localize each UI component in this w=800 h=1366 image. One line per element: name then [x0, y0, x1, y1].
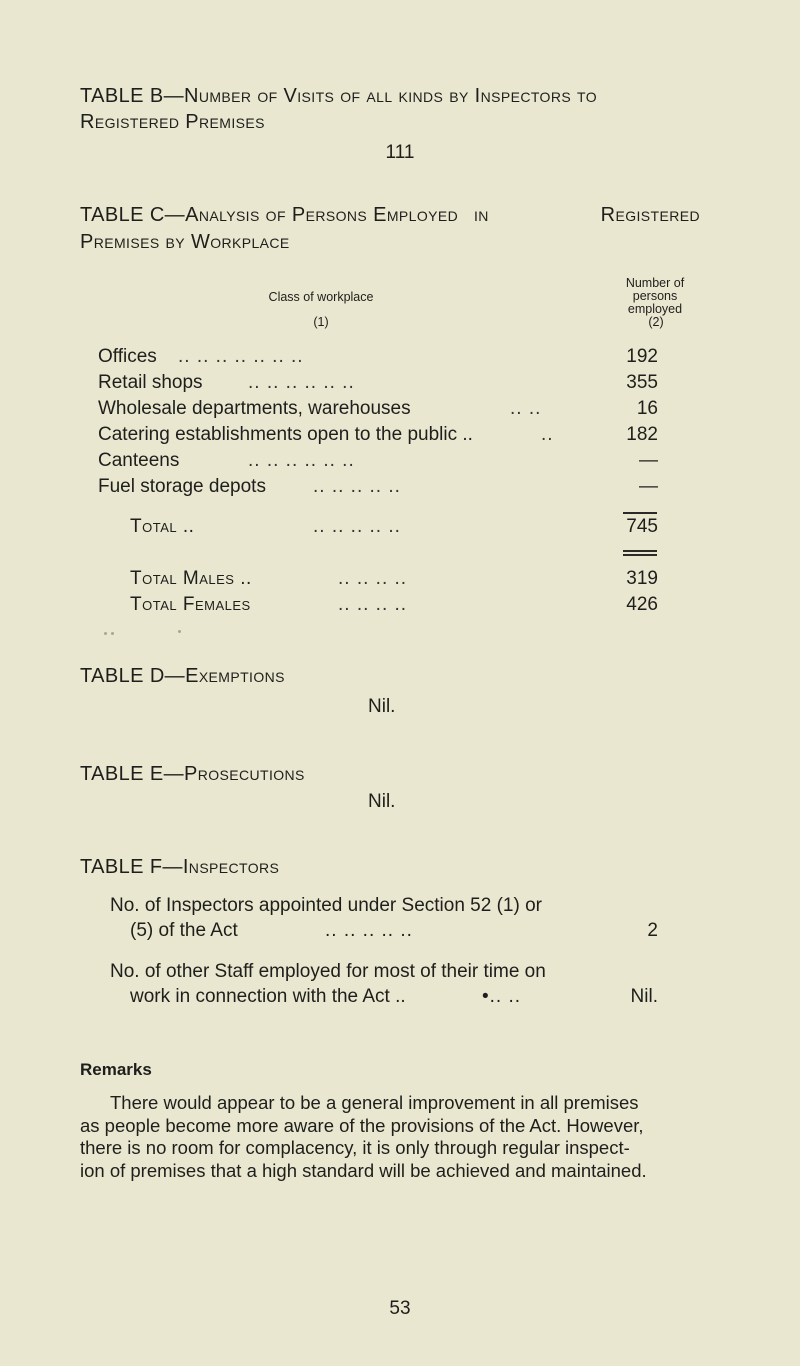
row-value: — [639, 476, 658, 497]
column-header-number-line2: persons [632, 289, 678, 303]
table-d-title: TABLE D—Exemptions [80, 665, 285, 687]
remarks-line: there is no room for complacency, it is only through regular inspect- [80, 1137, 630, 1158]
row-label: Wholesale departments, warehouses [98, 398, 411, 419]
table-row-fuel-storage [98, 475, 658, 499]
row-label: Retail shops [98, 372, 203, 393]
row-value: 745 [626, 516, 658, 537]
remarks-paragraph [80, 1092, 696, 1182]
column-header-class: Class of workplace [268, 290, 374, 304]
table-row-retail-shops [98, 371, 658, 395]
column-number-1: (1) [313, 315, 329, 329]
double-rule-top [623, 550, 657, 552]
row-label: Fuel storage depots [98, 476, 266, 497]
leader-dots: .. .. .. .. [338, 568, 408, 589]
row-label: Offices [98, 346, 157, 367]
row-value: 182 [626, 424, 658, 445]
column-number-2: (2) [648, 315, 664, 329]
table-d-value: Nil. [368, 696, 396, 717]
row-value: 426 [626, 594, 658, 615]
table-f-title: TABLE F—Inspectors [80, 856, 280, 878]
row-value: 319 [626, 568, 658, 589]
row-label: Total .. [130, 516, 195, 537]
row-label: Catering establishments open to the public .. [98, 424, 473, 445]
table-f-item2-value: Nil. [630, 986, 658, 1007]
leader-dots: •.. .. [482, 986, 522, 1007]
table-f-item1-line1: No. of Inspectors appointed under Section 52 (1) or [110, 895, 542, 916]
leader-dots: .. .. .. .. [338, 594, 408, 615]
table-c-title-left: TABLE C—Analysis of Persons Employed [80, 204, 459, 226]
column-header-number-line3: employed [627, 302, 683, 316]
table-row-offices [98, 345, 658, 369]
table-e-title: TABLE E—Prosecutions [80, 763, 305, 785]
row-label: Canteens [98, 450, 180, 471]
table-b-value: 111 [385, 142, 415, 163]
row-value: 192 [626, 346, 658, 367]
table-c-title-right: Registered [600, 204, 700, 226]
leader-dots: .. .. .. .. .. .. [248, 372, 355, 393]
table-row-total-males [98, 567, 658, 591]
table-c-title-mid: in [474, 204, 489, 226]
remarks-line: There would appear to be a general improvement in all premises [110, 1092, 639, 1113]
page-number: 53 [389, 1298, 411, 1319]
leader-dots: .. [541, 424, 554, 445]
remarks-line: ion of premises that a high standard will be achieved and maintained. [80, 1159, 647, 1181]
rule-above-total [623, 512, 657, 514]
leader-dots: .. .. .. .. .. [313, 476, 401, 497]
table-row-canteens [98, 449, 658, 473]
column-header-number-line1: Number of [625, 276, 685, 290]
table-c-title-line2: Premises by Workplace [80, 231, 290, 253]
table-f-item1-value: 2 [647, 920, 658, 941]
table-f-item2-line1: No. of other Staff employed for most of their time on [110, 961, 546, 982]
print-speck [178, 630, 181, 633]
row-label: Total Males .. [130, 568, 252, 589]
row-value: 355 [626, 372, 658, 393]
table-row-catering [98, 423, 658, 447]
leader-dots: .. .. .. .. .. .. .. [178, 346, 304, 367]
leader-dots: .. .. [510, 398, 542, 419]
table-f-item2-line2: work in connection with the Act .. [130, 986, 406, 1007]
print-speck [111, 632, 114, 635]
leader-dots: .. .. .. .. .. .. [248, 450, 355, 471]
remarks-line: as people become more aware of the provisions of the Act. However, [80, 1114, 644, 1136]
print-speck [104, 632, 107, 635]
table-row-total [98, 515, 658, 539]
table-e-value: Nil. [368, 791, 396, 812]
table-b-title: TABLE B—Number of Visits of all kinds by Inspectors to [80, 85, 598, 107]
row-label: Total Females [130, 594, 251, 615]
leader-dots: .. .. .. .. .. [313, 516, 401, 537]
table-row-total-females [98, 593, 658, 617]
table-f-item1-line2: (5) of the Act [130, 920, 238, 941]
table-row-wholesale [98, 397, 658, 421]
remarks-title: Remarks [80, 1060, 152, 1079]
table-b-title-line2: Registered Premises [80, 111, 265, 133]
double-rule-bottom [623, 554, 657, 556]
leader-dots: .. .. .. .. .. [325, 920, 413, 941]
row-value: 16 [636, 398, 658, 419]
row-value: — [639, 450, 658, 471]
